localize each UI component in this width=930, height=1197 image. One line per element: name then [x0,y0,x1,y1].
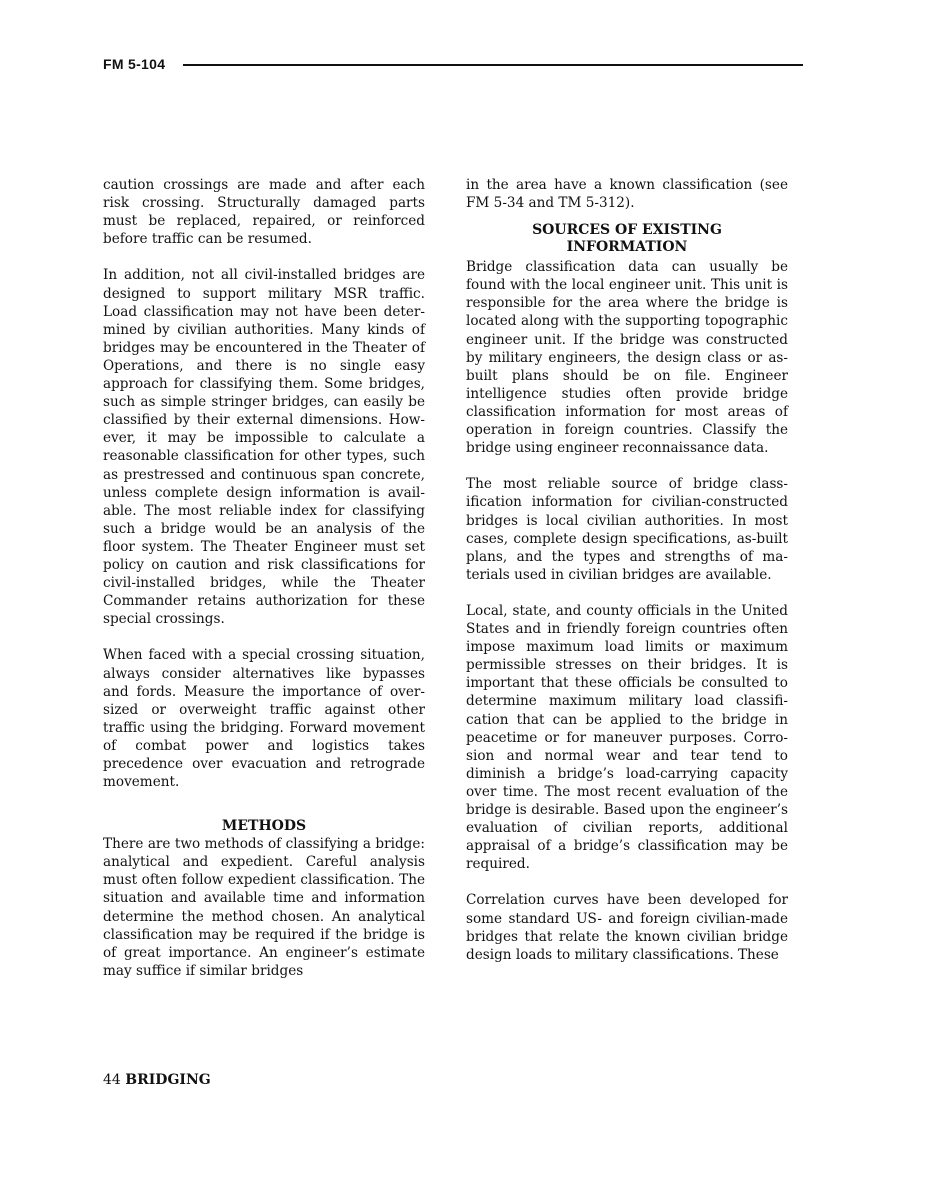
heading-sources: SOURCES OF EXISTING INFORMATION [532,222,722,256]
paragraph-civil-bridges: In addition, not all civil-installed bridges are designed to support military MSR traffic. Load classification may not have been determined by civilian authorities. Many kinds of bridges may be encountered in the Theater of Operations, and there is no single easy approach for classifying them. Some bridges, such as simple stringer bridges, can easily be classified by their external dimensions. However, it may be impossible to calculate a reasonable classification for other types, such as prestressed and continuous span concrete, unless complete design information is available. The most reliable index for classifying such a bridge would be an analysis of the floor system. The Theater Engineer must set policy on caution and risk classifications for civil-installed bridges, while the Theater Commander retains authorization for these special crossings. [103,267,425,628]
left-column [103,176,425,980]
manual-designation: FM 5-104 [103,56,166,72]
paragraph-continuation: caution crossings are made and after each risk crossing. Structurally damaged parts must be replaced, repaired, or reinforced before traffic can be resumed. [103,177,425,248]
paragraph-load-limits: Local, state, and county officials in the United States and in friendly foreign countries often impose maximum load limits or maximum permissible stresses on their bridges. It is important that these officials be consulted to determine maximum military load classification that can be applied to the bridge in peacetime or for maneuver purposes. Corrosion and normal wear and tear tend to diminish a bridge’s load-carrying capacity over time. The most recent evaluation of the bridge is desirable. Based upon the engineer’s evaluation of civilian reports, additional appraisal of a bridge’s classification may be required. [466,602,788,873]
paragraph-engineer-unit: Bridge classification data can usually be found with the local engineer unit. This unit is responsible for the area where the bridge is located along with the supporting topographic engineer unit. If the bridge was constructed by military engineers, the design class or as-built plans should be on file. Engineer intelligence studies often provide bridge classification information for most areas of operation in foreign countries. Classify the bridge using engineer reconnaissance data. [466,259,788,457]
running-head [103,56,803,76]
page-footer [103,1072,211,1088]
heading-methods: METHODS [221,818,307,835]
page-number: 44 [103,1072,121,1088]
header-rule [183,64,803,66]
paragraph-special-crossing: When faced with a special crossing situation, always consider alternatives like bypasses and fords. Measure the importance of oversized or overweight traffic against other traffic using the bridging. Forward movement of combat power and logistics takes precedence over evacuation and retrograde movement. [103,647,425,791]
paragraph-right-continuation: in the area have a known classification (see FM 5-34 and TM 5-312). [466,177,788,212]
right-column [466,176,788,964]
section-title: BRIDGING [125,1072,211,1088]
paragraph-correlation-curves: Correlation curves have been developed for some standard US- and foreign civilian-made bridges that relate the known civilian bridge design loads to military classifications. These [466,892,788,963]
paragraph-civilian-authorities: The most reliable source of bridge classification information for civilian-constructed bridges is local civilian authorities. In most cases, complete design specifications, as-built plans, and the types and strengths of materials used in civilian bridges are available. [466,476,788,583]
paragraph-methods: There are two methods of classifying a bridge: analytical and expedient. Careful analysis must often follow expedient classification. The situation and available time and information determine the method chosen. An analytical classification may be required if the bridge is of great importance. An engineer’s estimate may suffice if similar bridges [103,836,425,979]
